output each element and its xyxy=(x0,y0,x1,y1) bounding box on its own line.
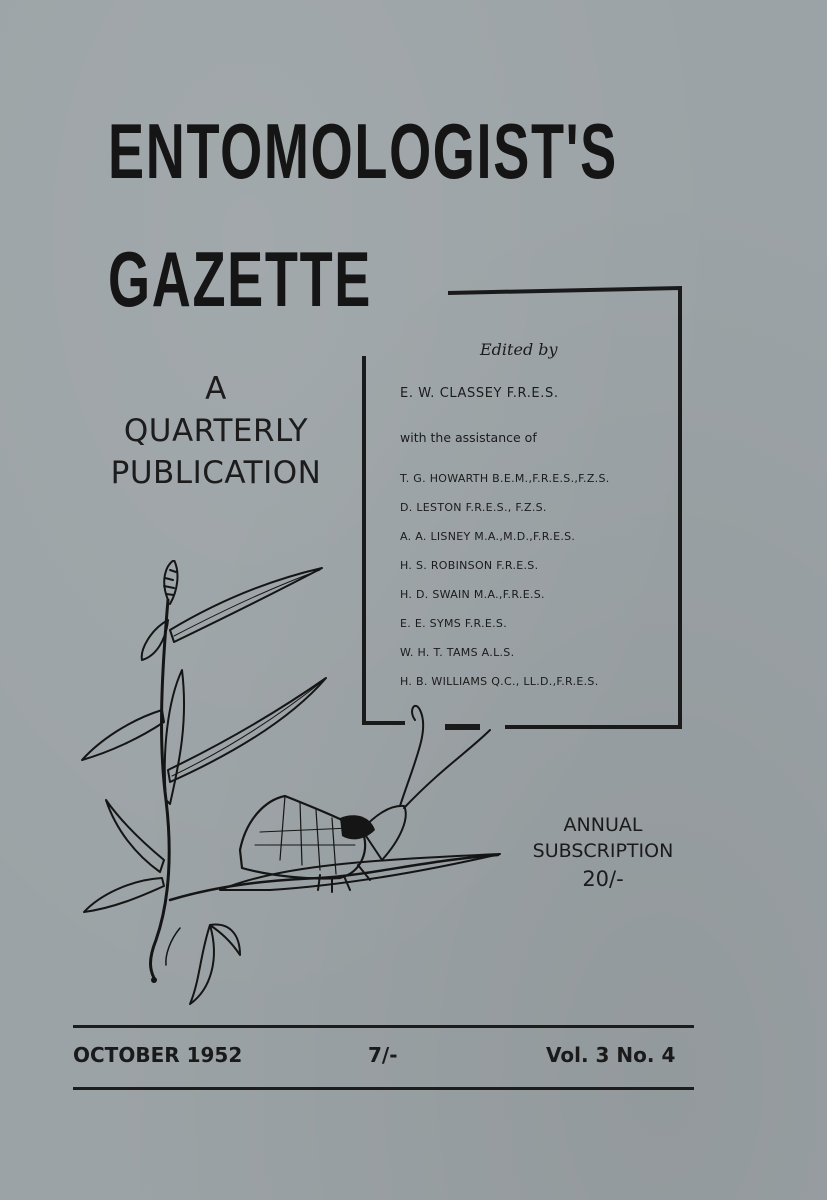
tagline-line: PUBLICATION xyxy=(110,455,322,491)
subscription-price: 20/- xyxy=(582,867,624,891)
footer-bottom-rule xyxy=(73,1087,694,1090)
assistant-name: T. G. HOWARTH B.E.M.,F.R.E.S.,F.Z.S. xyxy=(400,472,610,485)
subscription-line: ANNUAL xyxy=(563,814,643,836)
assistant-name: H. S. ROBINSON F.R.E.S. xyxy=(400,559,539,572)
assistant-name: H. D. SWAIN M.A.,F.R.E.S. xyxy=(400,588,545,601)
issue-price: 7/- xyxy=(368,1043,398,1067)
tagline-line: A xyxy=(205,371,227,407)
title-line-1: ENTOMOLOGIST'S xyxy=(108,107,618,195)
subscription-line: SUBSCRIPTION xyxy=(532,840,674,862)
title-line-2: GAZETTE xyxy=(108,235,373,323)
assistant-name: A. A. LISNEY M.A.,M.D.,F.R.E.S. xyxy=(400,530,576,543)
footer-top-rule xyxy=(73,1025,694,1028)
assistant-name: E. E. SYMS F.R.E.S. xyxy=(400,617,507,630)
assistant-name: H. B. WILLIAMS Q.C., LL.D.,F.R.E.S. xyxy=(400,675,599,688)
issue-volume: Vol. 3 No. 4 xyxy=(546,1043,676,1067)
annual-subscription xyxy=(508,812,698,892)
tagline-line: QUARTERLY xyxy=(123,413,309,449)
edited-by-label: Edited by xyxy=(480,340,558,359)
assistant-name: D. LESTON F.R.E.S., F.Z.S. xyxy=(400,501,547,514)
assistant-name: W. H. T. TAMS A.L.S. xyxy=(400,646,515,659)
plant-insect-illustration xyxy=(70,560,510,1010)
assistance-label: with the assistance of xyxy=(400,430,537,445)
editor-name: E. W. CLASSEY F.R.E.S. xyxy=(400,386,559,401)
issue-date: OCTOBER 1952 xyxy=(73,1043,243,1067)
